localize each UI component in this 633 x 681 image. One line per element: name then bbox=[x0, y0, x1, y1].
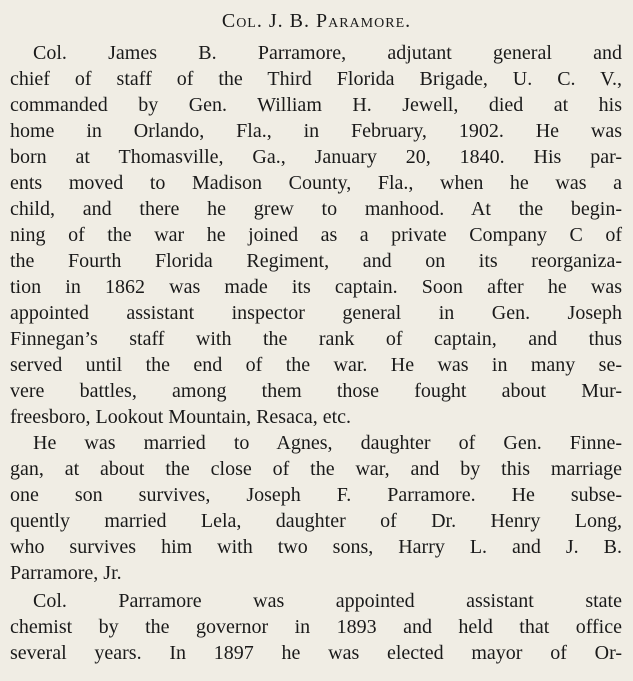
text-line: freesboro, Lookout Mountain, Resaca, etc. bbox=[10, 406, 352, 428]
text-line: commanded by Gen. William H. Jewell, died at his bbox=[10, 94, 622, 116]
text-line: quently married Lela, daughter of Dr. Henry Long, bbox=[10, 510, 622, 532]
article-title: Col. J. B. Paramore. bbox=[221, 10, 412, 32]
text-line: He was married to Agnes, daughter of Gen. Finne- bbox=[33, 432, 622, 454]
text-line: chief of staff of the Third Florida Brigade, U. C. V., bbox=[10, 68, 622, 90]
text-line: Col. Parramore was appointed assistant state bbox=[33, 590, 622, 612]
text-line: gan, at about the close of the war, and by this marriage bbox=[10, 458, 622, 480]
text-line: Finnegan’s staff with the rank of captain, and thus bbox=[10, 328, 622, 350]
text-line: tion in 1862 was made its captain. Soon after he was bbox=[10, 276, 622, 298]
text-line: several years. In 1897 he was elected mayor of Or- bbox=[10, 642, 622, 664]
text-line: one son survives, Joseph F. Parramore. He subse- bbox=[10, 484, 622, 506]
text-line: Parramore, Jr. bbox=[10, 562, 122, 584]
text-line: chemist by the governor in 1893 and held that office bbox=[10, 616, 622, 638]
text-line: child, and there he grew to manhood. At the begin- bbox=[10, 198, 622, 220]
text-line: ents moved to Madison County, Fla., when he was a bbox=[10, 172, 622, 194]
text-line: Col. James B. Parramore, adjutant general and bbox=[33, 42, 622, 64]
text-line: ning of the war he joined as a private Company C of bbox=[10, 224, 622, 246]
text-line: born at Thomasville, Ga., January 20, 1840. His par- bbox=[10, 146, 622, 168]
text-line: appointed assistant inspector general in Gen. Joseph bbox=[10, 302, 622, 324]
text-line: served until the end of the war. He was in many se- bbox=[10, 354, 622, 376]
text-line: home in Orlando, Fla., in February, 1902. He was bbox=[10, 120, 622, 142]
text-line: vere battles, among them those fought about Mur- bbox=[10, 380, 622, 402]
text-line: the Fourth Florida Regiment, and on its reorganiza- bbox=[10, 250, 622, 272]
text-line: who survives him with two sons, Harry L. and J. B. bbox=[10, 536, 622, 558]
